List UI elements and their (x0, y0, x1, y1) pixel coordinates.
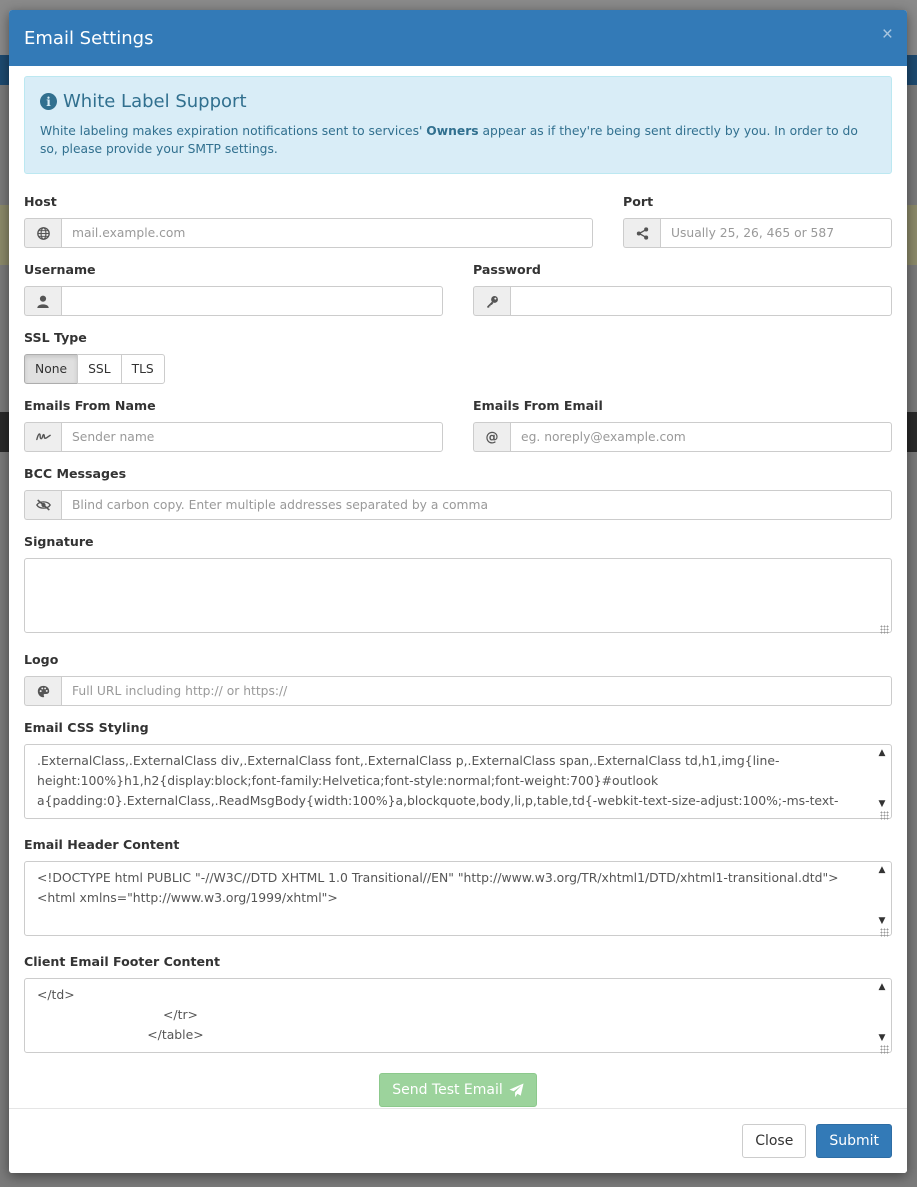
palette-icon (24, 676, 61, 706)
footer-content-scrollbar[interactable] (876, 982, 888, 1043)
submit-button[interactable]: Submit (816, 1124, 892, 1158)
resize-handle[interactable] (880, 811, 889, 820)
signature-label: Signature (24, 534, 94, 549)
alert-heading (40, 91, 876, 112)
modal-header (9, 10, 907, 66)
logo-label: Logo (24, 652, 59, 667)
from-name-field (24, 396, 443, 452)
signature-field (24, 532, 892, 637)
key-icon (473, 286, 510, 316)
signature-textarea[interactable] (24, 558, 892, 633)
scroll-up-icon[interactable]: ▲ (878, 865, 886, 875)
globe-icon (24, 218, 61, 248)
password-input[interactable] (510, 286, 892, 316)
from-email-label: Emails From Email (473, 398, 603, 413)
user-icon (24, 286, 61, 316)
port-field (623, 192, 892, 248)
close-button[interactable]: Close (742, 1124, 806, 1158)
alert-text-end: appear as if they're being sent directly by you. In order to do so, please provide your SMTP settings. (40, 124, 858, 156)
css-label: Email CSS Styling (24, 720, 149, 735)
bcc-label: BCC Messages (24, 466, 127, 481)
signature-icon (24, 422, 61, 452)
send-test-email-label: Send Test Email (392, 1082, 503, 1098)
port-input[interactable] (660, 218, 892, 248)
alert-text (40, 122, 876, 158)
scroll-up-icon[interactable]: ▲ (878, 982, 886, 992)
alert-text-bold: Owners (426, 124, 479, 138)
scroll-up-icon[interactable]: ▲ (878, 748, 886, 758)
username-label: Username (24, 262, 96, 277)
white-label-alert (24, 76, 892, 174)
ssl-type-field (24, 328, 892, 384)
scroll-down-icon[interactable]: ▼ (878, 916, 886, 926)
logo-input[interactable] (61, 676, 892, 706)
from-name-input[interactable] (61, 422, 443, 452)
username-field (24, 260, 443, 316)
bcc-input[interactable] (61, 490, 892, 520)
resize-handle[interactable] (880, 1045, 889, 1054)
at-icon: @ (473, 422, 510, 452)
username-input[interactable] (61, 286, 443, 316)
password-field (473, 260, 892, 316)
close-icon[interactable]: × (881, 24, 893, 45)
paper-plane-icon (509, 1083, 524, 1098)
header-content-scrollbar[interactable] (876, 865, 888, 926)
send-test-email-button[interactable] (379, 1073, 537, 1107)
footer-content-textarea[interactable] (24, 978, 892, 1053)
from-email-field (473, 396, 892, 452)
css-scrollbar[interactable] (876, 748, 888, 809)
bcc-field (24, 464, 892, 520)
port-label: Port (623, 194, 654, 209)
modal-body (9, 66, 907, 1107)
footer-content-label: Client Email Footer Content (24, 954, 220, 969)
host-label: Host (24, 194, 57, 209)
header-content-label: Email Header Content (24, 837, 180, 852)
modal-title: Email Settings (24, 27, 154, 49)
logo-field (24, 650, 892, 706)
share-icon (623, 218, 660, 248)
alert-title: White Label Support (63, 91, 247, 112)
resize-handle[interactable] (880, 625, 889, 634)
scroll-down-icon[interactable]: ▼ (878, 799, 886, 809)
email-settings-modal (9, 10, 907, 1173)
host-input[interactable] (61, 218, 593, 248)
from-email-input[interactable] (510, 422, 892, 452)
header-content-textarea[interactable] (24, 861, 892, 936)
modal-footer (9, 1108, 907, 1173)
css-textarea[interactable] (24, 744, 892, 819)
footer-content-field (24, 952, 892, 1057)
info-circle-icon: i (40, 93, 57, 110)
host-field (24, 192, 593, 248)
ssl-type-toggle (24, 354, 165, 384)
from-name-label: Emails From Name (24, 398, 156, 413)
scroll-down-icon[interactable]: ▼ (878, 1033, 886, 1043)
header-content-field (24, 835, 892, 940)
ssl-type-label: SSL Type (24, 330, 87, 345)
ssl-option-none[interactable]: None (24, 354, 78, 384)
ssl-option-tls[interactable]: TLS (121, 354, 165, 384)
resize-handle[interactable] (880, 928, 889, 937)
eye-slash-icon (24, 490, 61, 520)
password-label: Password (473, 262, 541, 277)
ssl-option-ssl[interactable]: SSL (77, 354, 121, 384)
alert-text-start: White labeling makes expiration notifications sent to services' (40, 124, 427, 138)
css-field (24, 718, 892, 823)
